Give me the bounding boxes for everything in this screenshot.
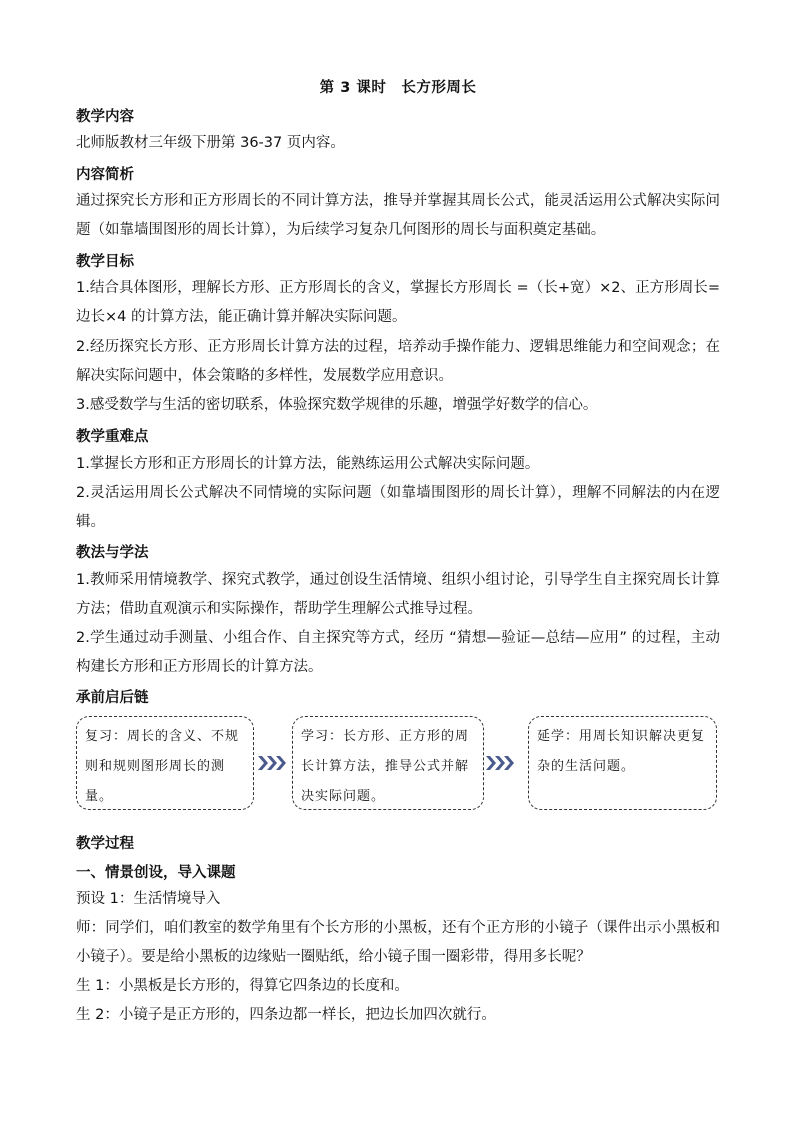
analysis-text: 通过探究长方形和正方形周长的不同计算方法，推导并掌握其周长公式，能灵活运用公式解决实际问题（如靠墙围图形的周长计算），为后续学习复杂几何图形的周长与面积奠定基础。 bbox=[76, 193, 720, 238]
student-2-line: 生 2：小镜子是正方形的，四条边都一样长，把边长加四次就行。 bbox=[76, 1007, 496, 1023]
goals-heading: 教学目标 bbox=[76, 254, 134, 270]
goal-2: 2.经历探究长方形、正方形周长计算方法的过程，培养动手操作能力、逻辑思维能力和空间观念；在解决实际问题中，体会策略的多样性，发展数学应用意识。 bbox=[76, 339, 720, 384]
content-heading: 教学内容 bbox=[76, 109, 134, 125]
chain-box-extend: 延学：用周长知识解决更复杂的生活问题。 bbox=[528, 716, 717, 810]
student-1-line: 生 1：小黑板是长方形的，得算它四条边的长度和。 bbox=[76, 978, 409, 994]
chain-arrow-icon bbox=[258, 754, 288, 772]
content-text: 北师版教材三年级下册第 36-37 页内容。 bbox=[76, 135, 345, 151]
goal-3: 3.感受数学与生活的密切联系，体验探究数学规律的乐趣，增强学好数学的信心。 bbox=[76, 397, 598, 413]
chain-box-learn: 学习：长方形、正方形的周长计算方法，推导公式并解决实际问题。 bbox=[292, 716, 484, 810]
keypoint-2: 2.灵活运用周长公式解决不同情境的实际问题（如靠墙围图形的周长计算），理解不同解法的内在逻辑。 bbox=[76, 485, 720, 530]
chain-box-review: 复习：周长的含义、不规则和规则图形周长的测量。 bbox=[76, 716, 254, 810]
keypoint-1: 1.掌握长方形和正方形周长的计算方法，能熟练运用公式解决实际问题。 bbox=[76, 456, 540, 472]
chain-arrow-icon bbox=[486, 754, 516, 772]
lesson-title: 第 3 课时 长方形周长 bbox=[319, 80, 477, 96]
chain-heading: 承前启后链 bbox=[76, 690, 149, 706]
lesson-chain bbox=[76, 716, 720, 812]
method-2: 2.学生通过动手测量、小组合作、自主探究等方式，经历 “猜想—验证—总结—应用” 的过程，主动构建长方形和正方形周长的计算方法。 bbox=[76, 630, 720, 675]
part-1-heading: 一、情景创设，导入课题 bbox=[76, 865, 236, 881]
preset-1: 预设 1：生活情境导入 bbox=[76, 891, 221, 907]
process-heading: 教学过程 bbox=[76, 836, 134, 852]
teacher-line: 师：同学们，咱们教室的数学角里有个长方形的小黑板，还有个正方形的小镜子（课件出示小黑板和小镜子）。要是给小黑板的边缘贴一圈贴纸，给小镜子围一圈彩带，得用多长呢？ bbox=[76, 920, 720, 965]
analysis-heading: 内容简析 bbox=[76, 167, 134, 183]
keypoints-heading: 教学重难点 bbox=[76, 429, 149, 445]
methods-heading: 教法与学法 bbox=[76, 545, 149, 561]
method-1: 1.教师采用情境教学、探究式教学，通过创设生活情境、组织小组讨论，引导学生自主探究周长计算方法；借助直观演示和实际操作，帮助学生理解公式推导过程。 bbox=[76, 572, 720, 617]
goal-1: 1.结合具体图形，理解长方形、正方形周长的含义，掌握长方形周长 =（长+宽）×2、正方形周长=边长×4 的计算方法，能正确计算并解决实际问题。 bbox=[76, 280, 720, 325]
